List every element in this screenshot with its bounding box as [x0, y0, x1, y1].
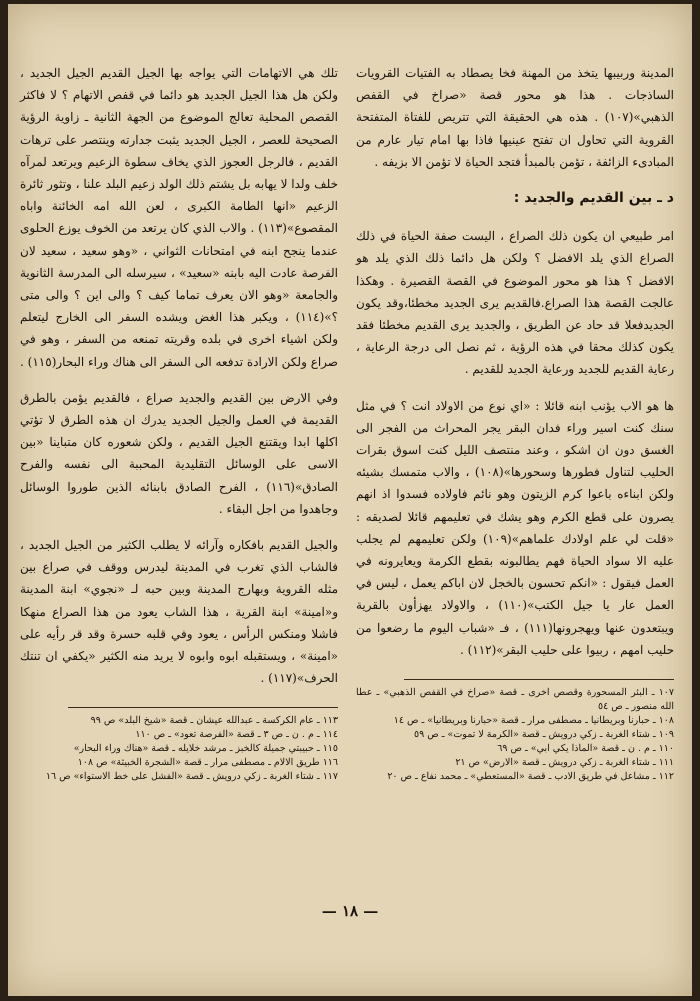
- page-number: — ١٨ —: [321, 902, 379, 920]
- body-paragraph: تلك هي الاتهامات التي يواجه بها الجيل القديم الجيل الجديد ، ولكن هل هذا الجيل الجديد هو دائما في قفص الاتهام ؟ لا فاكثر القصص المحلية تعالج الموضوع من الجهة الثانية ـ زاوية الرؤية الصحيحة للعصر ، الجيل الجديد يثبت جدارته وينتصر على ترهات القديم ، فالرجل العجوز الذي يخاف سطوة الزعيم ويرتعد لمرآه خلف ولدا لا يهابه بل يشتم ذلك الولد زعيم البلد علنا ، وتثور ثائرة الزعيم «انها الطامة الكبرى ، لعن الله امه الخائنة واباه المقصوع»(١١٣) . والاب الذي كان يرتعد من الخوف يوزع الحلوى عندما ينجح ابنه في امتحانات الثواني ، «وهو سعيد ، سعيد لان الفرصة عادت اليه بابنه «سعيد» ، سيرسله الى المدرسة الثانوية والجامعة «وهو الان يعرف تماما كيف ؟ والى اين ؟ والى متى ؟»(١١٤) ، ويكبر هذا الغض ويشده السفر الى الخارج ليتعلم ولكن اشياء اخرى في بلده وقريته تمنعه من السفر ، وهو في صراع ولكن الارادة تدفعه الى السفر الى هناك وراء البحار(١١٥) .: [20, 66, 338, 369]
- footnote: ١١٠ ـ م . ن ـ قصة «الماذا يكي ابي» ـ ص ٦٩: [497, 743, 674, 755]
- footnotes: [20, 714, 338, 784]
- footnote: ١١٢ ـ مشاعل في طريق الادب ـ قصة «المستعطي» ـ محمد نفاع ـ ص ٢٠: [387, 771, 674, 783]
- book-page: [8, 4, 692, 996]
- footnote: ١٠٧ ـ البئر المسحورة وقصص اخرى ـ قصة «صراخ في القفص الذهبي» ـ عطا الله منصور ـ ص ٥٤: [356, 687, 674, 713]
- section-heading: د ـ بين القديم والجديد :: [513, 190, 674, 207]
- footnotes: [356, 686, 674, 784]
- footnote: ١١٤ ـ م . ن ـ ص ٣ ـ قصة «الفرصة تعود» ـ ص ١١٠: [135, 729, 338, 741]
- footnote: ١١٥ ـ حبيبتي جميلة كالخبز ـ مرشد خلايله ـ قصة «هناك وراء البحار»: [73, 743, 338, 755]
- right-column: [356, 62, 674, 784]
- footnote: ١١١ ـ شتاء الغربة ـ زكي درويش ـ قصة «الارض» ص ٢١: [455, 757, 674, 769]
- footnote: ١٠٩ ـ شتاء الغربة ـ زكي درويش ـ قصة «الكرمة لا تموت» ـ ص ٥٩: [413, 729, 674, 741]
- left-column: [20, 62, 338, 784]
- footnote-divider: [68, 707, 338, 708]
- body-paragraph: ها هو الاب يؤنب ابنه قائلا : «اي نوع من الاولاد انت ؟ في مثل سنك كنت اسير وراء فدان البقر يجر المحراث من الفجر الى الغسق دون ان اشكو ، وعند منتصف الليل كنت اسوق بقرات الحليب لتناول فطورها وسحورها»(١٠٨) ، والاب متمسك بشيئه ولكن ابناءه باعوا كرم الزيتون وهو نائم فاولاده فسدوا اذ انهم يصرون على قطع الكرم وهو يشك في تعليمهم قائلا لصديقه : «قلت لي علم اولادك علماهم»(١٠٩) ولكن تعليمهم لم يجلب عليه الا سواد الحياة فهم يطالبونه بقطع الكرمة ويعايرونه في العمل فيقول : «انكم تحسون بالخجل لان اباكم يعمل ، ليس في العمل عار يا جيل الكتب»(١١٠) ، والاولاد يهزأون بالقرية ويبتعدون عنها ويهجرونها(١١١) ، فـ «شباب اليوم ما رضعوا من حليب امهم ، ربيوا على حليب البقر»(١١٢) .: [356, 398, 675, 657]
- footnote: ١١٣ ـ عام الكركسة ـ عبدالله عيشان ـ قصة «شيخ البلد» ص ٩٩: [90, 715, 338, 727]
- body-paragraph: وفي الارض بين القديم والجديد صراع ، فالقديم يؤمن بالطرق القديمة في العمل والجيل الجديد يدرك ان هذه الطرق لا تؤتي اكلها ابدا ويقتنع الجيل القديم ، ولكن شعوره كان متباينا «بين الاسى على الوسائل التقليدية المحببة الى نفسه والفرح الصادق»(١١٦) ، الفرح الصادق بابنائه الذين طوروا الوسائل وجاهدوا من اجل البقاء .: [20, 390, 338, 516]
- footnote: ١٠٨ ـ حبارنا وبريطانيا ـ مصطفى مرار ـ قصة «حبارنا وبريطانيا» ـ ص ١٤: [393, 715, 674, 727]
- body-paragraph: والجيل القديم بافكاره وآرائه لا يطلب الكثير من الجيل الجديد ، فالشاب الذي تغرب في المدينة ليدرس ووقف في صراع بين مثله القروية وبهارج المدينة وبين حبه لـ «نجوي» ابنة المدينة و«امينة» ابنة القرية ، هذا الشاب يعود من هذا الصراع منهكا فاشلا ومنكس الرأس ، يعود وفي قلبه حسرة وقد قر رأيه على «امينة» ، ويستقبله ابوه وابوه لا يريد منه الكثير «يكفي ان تنتك الحرف»(١١٧) .: [20, 538, 338, 686]
- body-paragraph: امر طبيعي ان يكون ذلك الصراع ، اليست صفة الحياة في ذلك الصراع الذي يلد الافضل ؟ ولكن هل دائما ذلك الذي يلد هو الافضل ؟ هذا هو محور الموضوع في القصة القصيرة . وهكذا عالجت القصة هذا الصراع.فالقديم يرى الجديد مخطئا،وقد يكون الجديدفعلا قد حاد عن الطريق ، والجديد يرى القديم مخطئا فقد يكون كذلك محقا في هذه الرؤية ، ثم نصل الى درجة الرعاية ، رعاية القديم للجديد ورعاية الجديد للقديم .: [356, 229, 674, 377]
- footnote: ١١٧ ـ شتاء الغربة ـ زكي درويش ـ قصة «الفشل على خط الاستواء» ص ١٦: [45, 771, 338, 783]
- intro-paragraph: المدينة وربيبها يتخذ من المهنة فخا يصطاد به الفتيات القرويات الساذجات . هذا هو محور قصة «صراخ في القفص الذهبي»(١٠٧) . هذه هي الحقيقة التي تتريص للفتاة المتفتحة القروية التي تحاول ان تفتح عينيها فاذا بها امام تيار عارم من المبادىء الزائفة ، تؤمن بالمبدأ فتجد الحياة لا تؤمن الا بزيفه .: [356, 66, 674, 169]
- footnote: ١١٦ طريق الالام ـ مصطفى مرار ـ قصة «الشجرة الخبيثة» ص ١٠٨: [77, 757, 338, 769]
- footnote-divider: [404, 679, 674, 680]
